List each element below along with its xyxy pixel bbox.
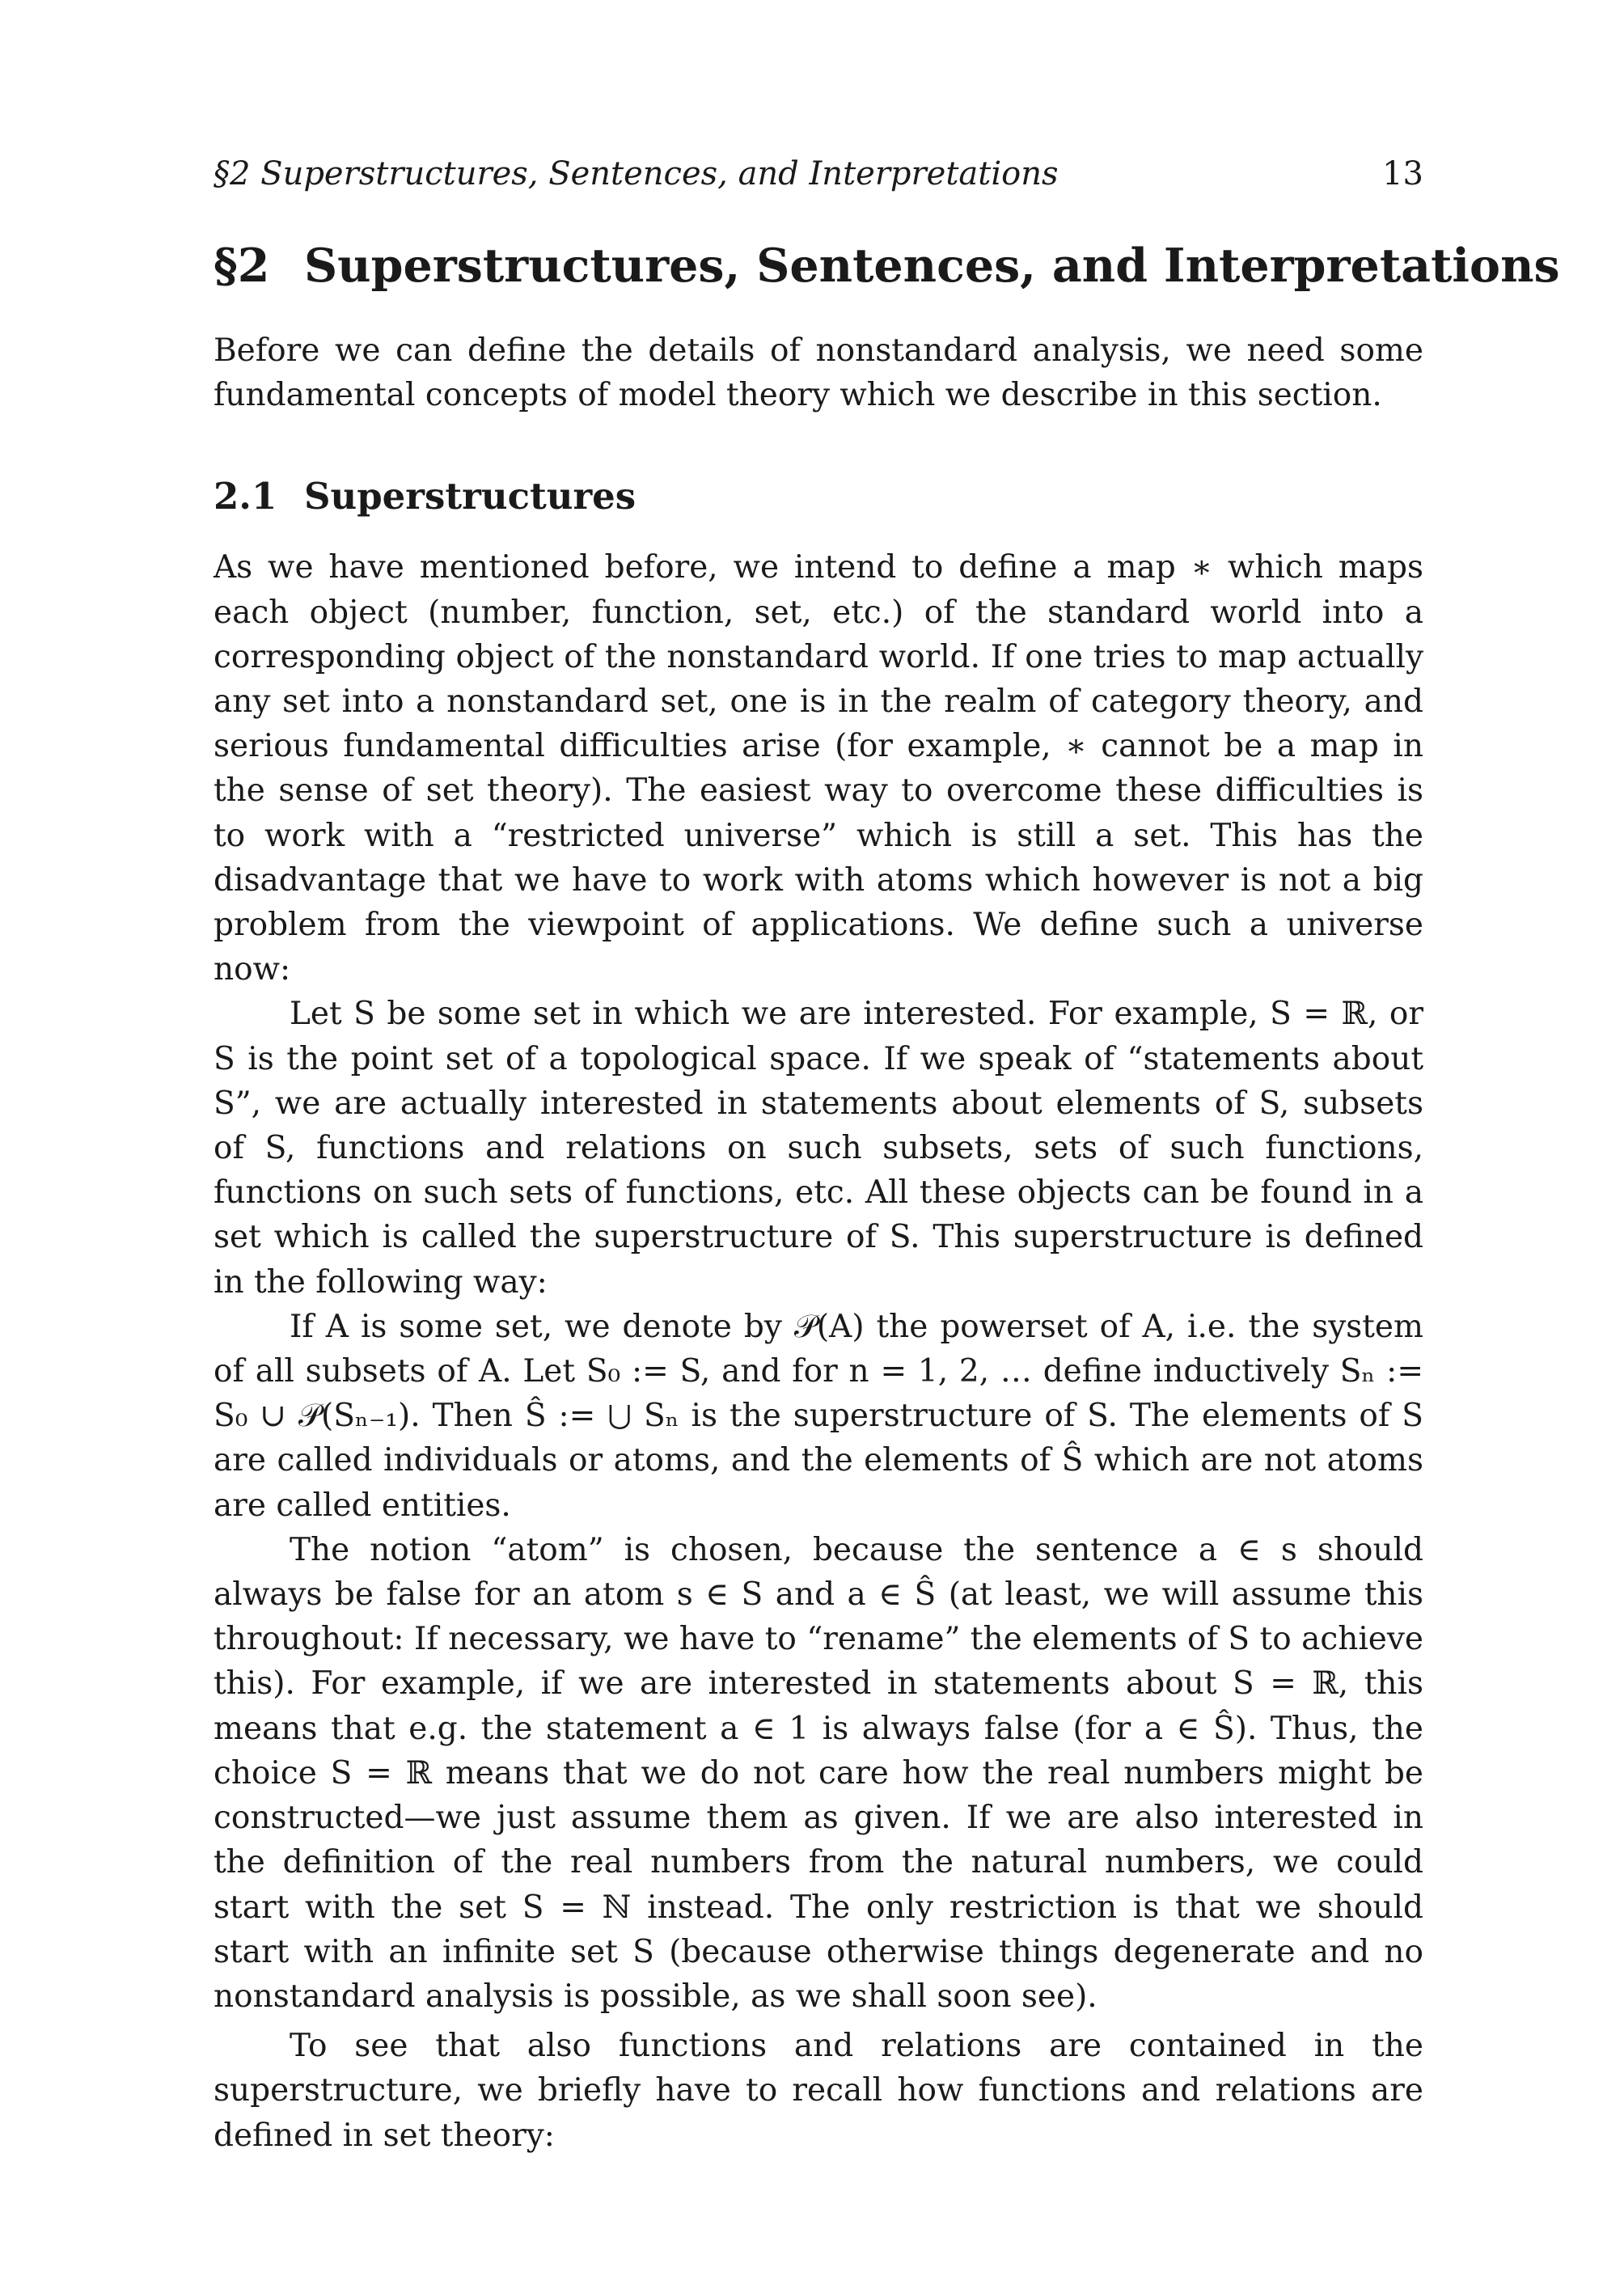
section-heading: [214, 238, 1560, 294]
paragraph-atom-notion: The notion “atom” is chosen, because the sentence a ∈ s should always be false for an atom s ∈ S and a ∈ Ŝ (at least, we will assume this throughout: If necessary, we have to “rename” the elements of S to achieve this). For example, if we are interested in statements about S = ℝ, this means that e.g. the statement a ∈ 1 is always false (for a ∈ Ŝ). Thus, the choice S = ℝ means that we do not care how the real numbers might be constructed—we just assume them as given. If we are also interested in the definition of the real numbers from the natural numbers, we could start with the set S = ℕ instead. The only restriction is that we should start with an infinite set S (because otherwise things degenerate and no nonstandard analysis is possible, as we shall soon see).: [214, 1531, 1423, 2015]
running-head-title: §2 Superstructures, Sentences, and Interpretations: [214, 155, 1059, 192]
book-page: [214, 154, 1560, 2158]
running-head: [214, 154, 1423, 194]
paragraph-functions-relations: To see that also functions and relations are contained in the superstructure, we briefly have to recall how functions and relations are defined in set theory:: [214, 2028, 1423, 2154]
section-intro-paragraph: Before we can define the details of nonstandard analysis, we need some fundamental concepts of model theory which we describe in this section.: [214, 332, 1423, 414]
subsection-title: Superstructures: [304, 475, 636, 518]
paragraph-set-s: Let S be some set in which we are interested. For example, S = ℝ, or S is the point set of a topological space. If we speak of “statements about S”, we are actually interested in statements about elements of S, subsets of S, functions and relations on such subsets, sets of such functions, functions on such sets of functions, etc. All these objects can be found in a set which is called the superstructure of S. This superstructure is defined in the following way:: [214, 996, 1423, 1301]
section-title: Superstructures, Sentences, and Interpretations: [304, 239, 1560, 293]
section-number: §2: [214, 239, 270, 293]
paragraph-restricted-universe: As we have mentioned before, we intend to define a map ∗ which maps each object (number, function, set, etc.) of the standard world into a corresponding object of the nonstandard world. If one tries to map actually any set into a nonstandard set, one is in the realm of category theory, and serious fundamental difficulties arise (for example, ∗ cannot be a map in the sense of set theory). The easiest way to overcome these difficulties is to work with a “restricted universe” which is still a set. This has the disadvantage that we have to work with atoms which however is not a big problem from the viewpoint of applications. We define such a universe now:: [214, 549, 1423, 988]
subsection-heading: [214, 474, 1423, 519]
paragraph-powerset-definition: If A is some set, we denote by 𝒫(A) the powerset of A, i.e. the system of all subsets of A. Let S₀ := S, and for n = 1, 2, … define inductively Sₙ := S₀ ∪ 𝒫(Sₙ₋₁). Then Ŝ := ⋃ Sₙ is the superstructure of S. The elements of S are called individuals or atoms, and the elements of Ŝ which are not atoms are called entities.: [214, 1308, 1423, 1524]
subsection-number: 2.1: [214, 475, 277, 518]
page-number: 13: [1382, 155, 1423, 192]
